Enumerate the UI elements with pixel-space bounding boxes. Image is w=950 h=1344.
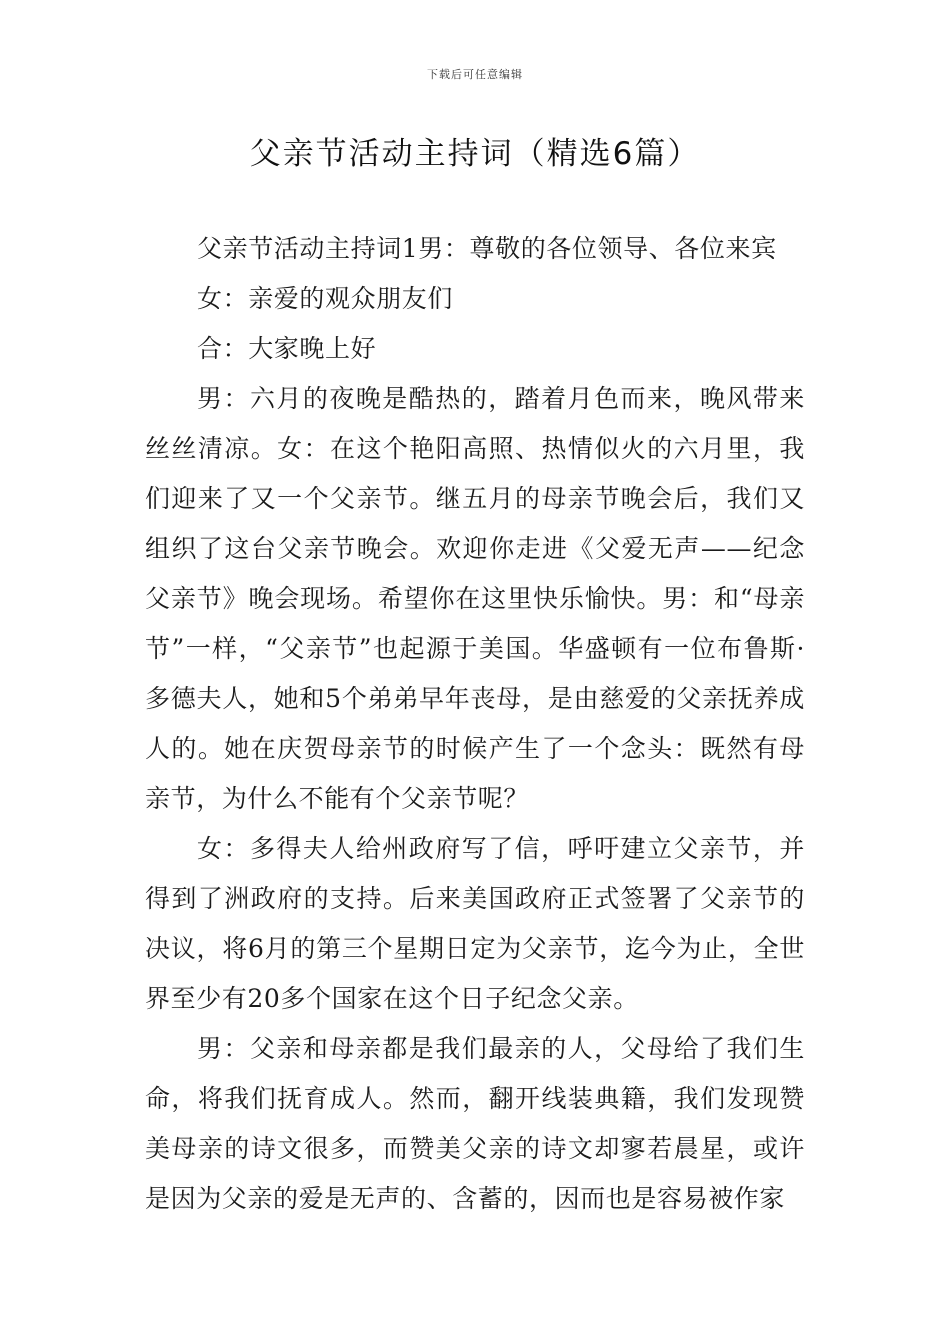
paragraph-intro: 父亲节活动主持词1男：尊敬的各位领导、各位来宾 <box>197 234 777 263</box>
paragraph-origin: 女：多得夫人给州政府写了信，呼吁建立父亲节，并得到了洲政府的支持。后来美国政府正式签署了父亲节的决议，将6月的第三个星期日定为父亲节，迄今为止，全世界至少有20多个国家在这个日子纪念父亲。 <box>145 834 805 1013</box>
header-note: 下载后可任意编辑 <box>427 68 523 81</box>
document-title: 父亲节活动主持词（精选6篇） <box>249 136 701 172</box>
document-body <box>145 224 805 1224</box>
paragraph-parents: 男：父亲和母亲都是我们最亲的人，父母给了我们生命，将我们抚育成人。然而，翻开线装典籍，我们发现赞美母亲的诗文很多，而赞美父亲的诗文却寥若晨星，或许是因为父亲的爱是无声的、含蓄的，因而也是容易被作家 <box>145 1034 805 1213</box>
paragraph-female-greeting: 女：亲爱的观众朋友们 <box>197 284 454 313</box>
paragraph-joint-greeting: 合：大家晚上好 <box>197 334 377 363</box>
paragraph-june-night: 男：六月的夜晚是酷热的，踏着月色而来，晚风带来丝丝清凉。女：在这个艳阳高照、热情似火的六月里，我们迎来了又一个父亲节。继五月的母亲节晚会后，我们又组织了这台父亲节晚会。欢迎你走进《父爱无声——纪念父亲节》晚会现场。希望你在这里快乐愉快。男：和“母亲节”一样，“父亲节”也起源于美国。华盛顿有一位布鲁斯·多德夫人，她和5个弟弟早年丧母，是由慈爱的父亲抚养成人的。她在庆贺母亲节的时候产生了一个念头：既然有母亲节，为什么不能有个父亲节呢？ <box>145 384 805 813</box>
